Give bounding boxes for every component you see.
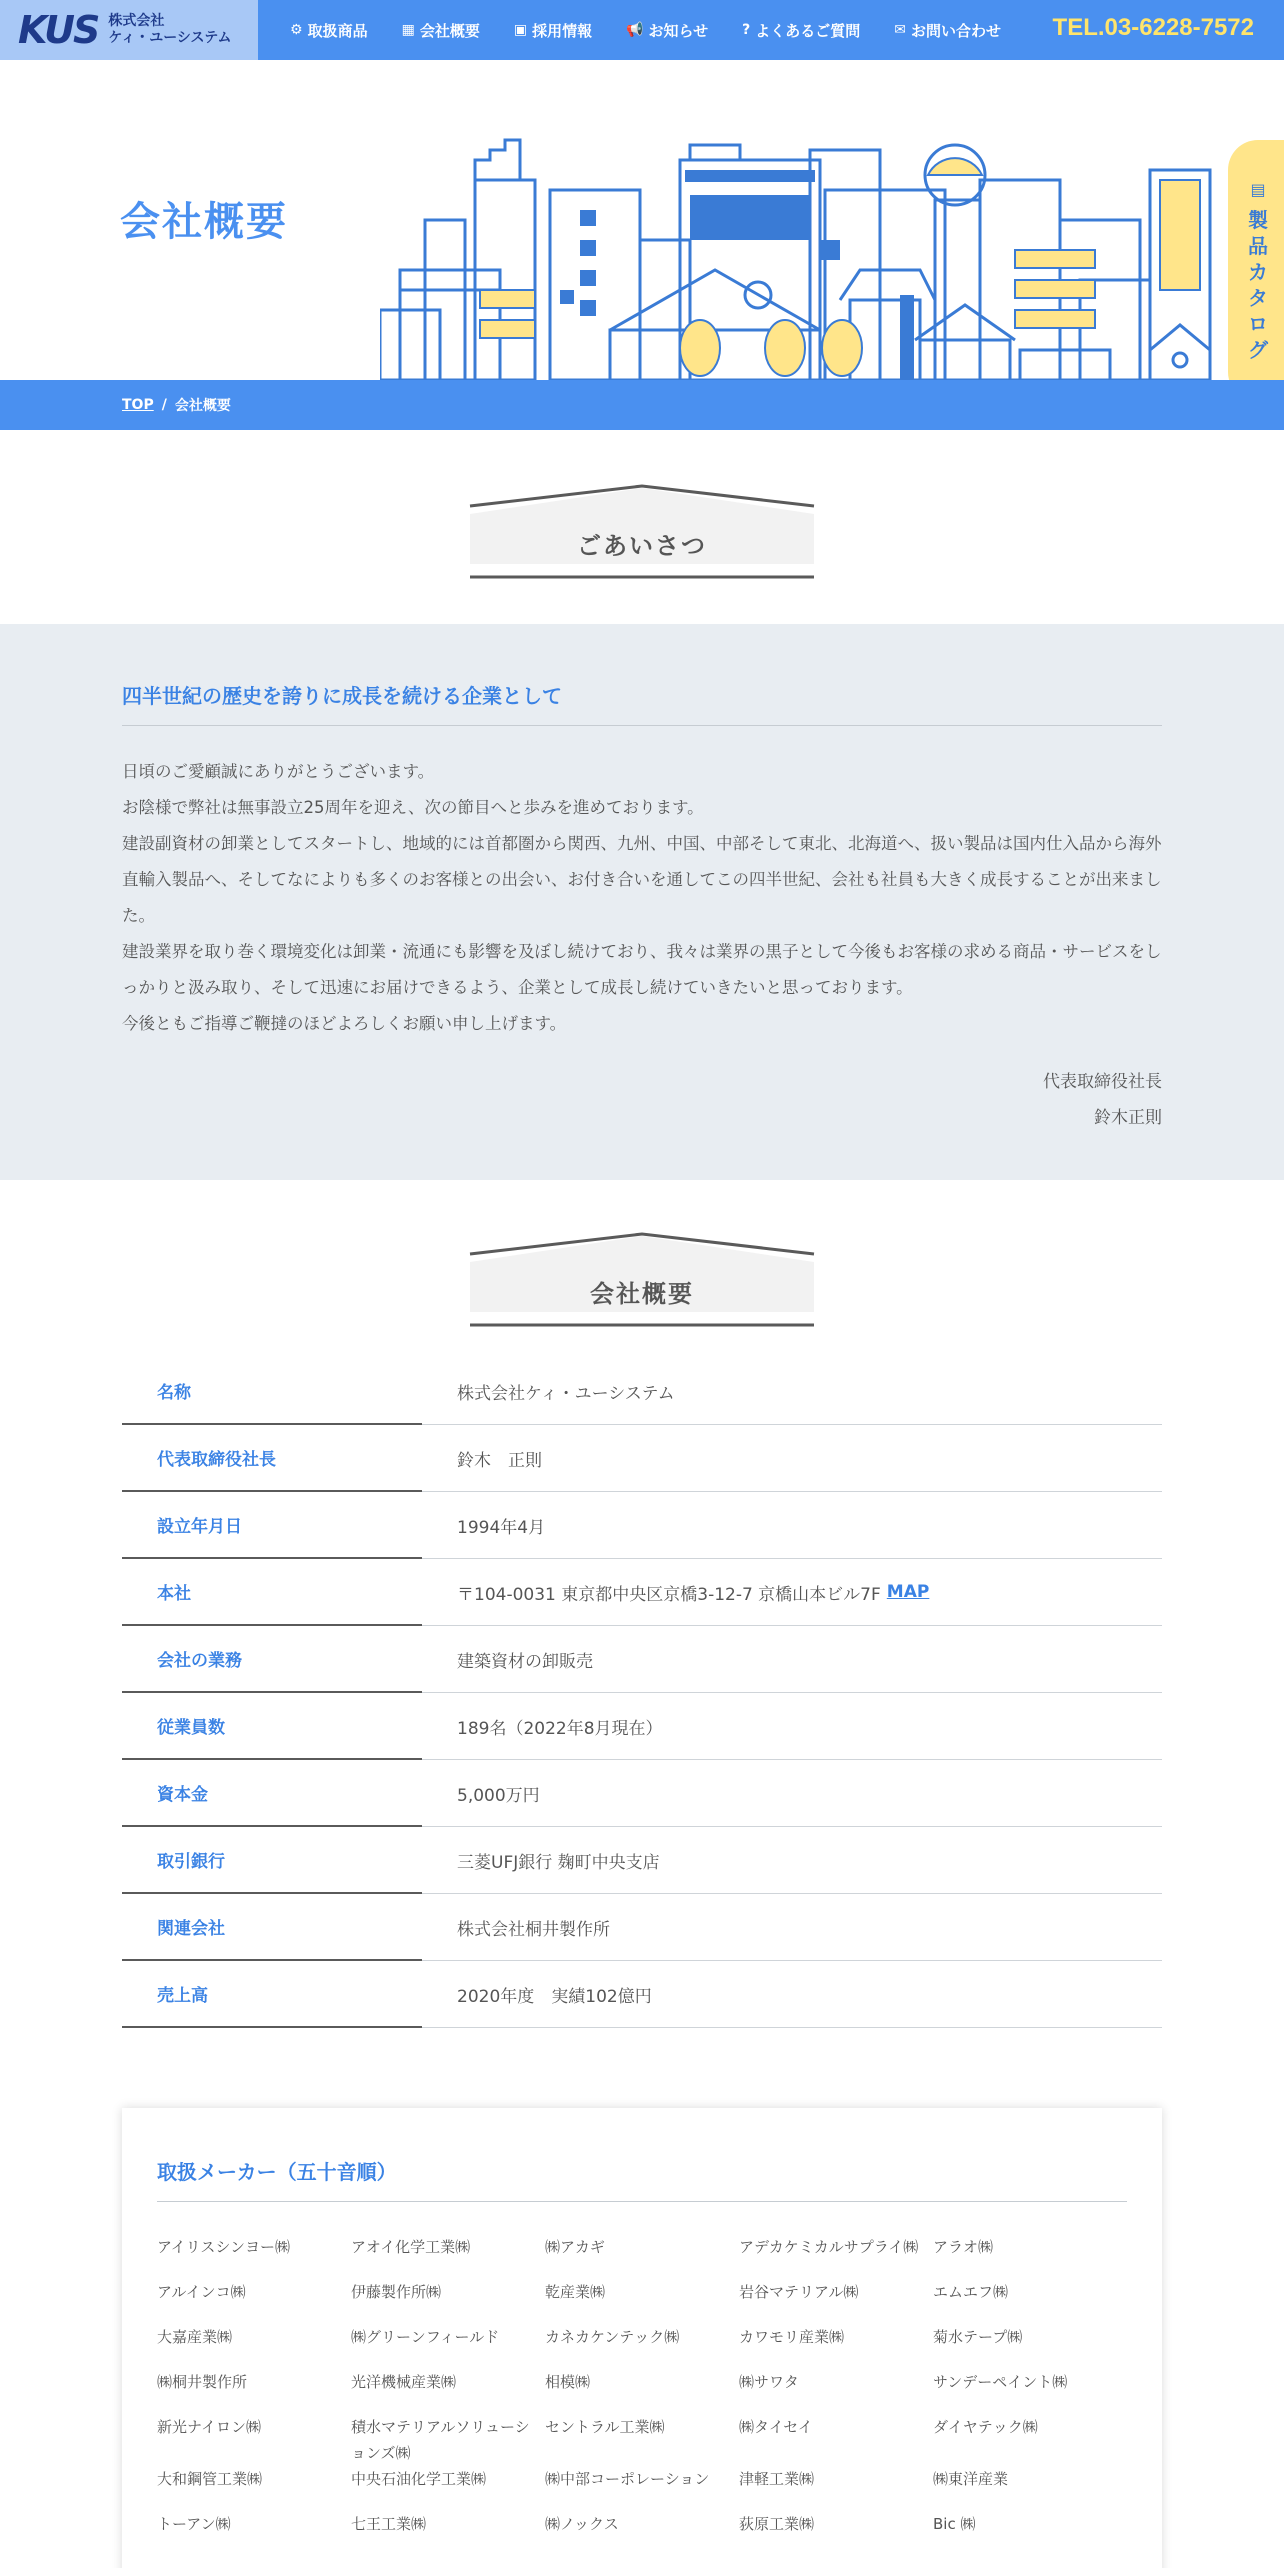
maker-item: 大嘉産業㈱ <box>157 2328 233 2346</box>
maker-item: ダイヤテック㈱ <box>933 2418 1038 2436</box>
map-link[interactable]: MAP <box>886 1582 930 1602</box>
maker-item: 津軽工業㈱ <box>739 2470 815 2488</box>
greeting-body <box>122 754 1162 1042</box>
row-value <box>422 1760 1162 1827</box>
row-value <box>422 1425 1162 1492</box>
breadcrumb <box>0 380 1284 430</box>
row-value-text: 2020年度 実績102億円 <box>457 1986 652 2007</box>
table-row <box>122 1961 1162 2028</box>
table-row <box>122 1425 1162 1492</box>
logo-company-name <box>108 13 231 47</box>
maker-item: カワモリ産業㈱ <box>739 2328 845 2346</box>
global-nav <box>290 0 1035 60</box>
nav-item-2[interactable] <box>514 20 592 41</box>
phone-number[interactable]: TEL.03-6228-7572 <box>1052 14 1254 41</box>
nav-item-3[interactable] <box>626 20 708 41</box>
maker-item: エムエフ㈱ <box>933 2283 1009 2301</box>
maker-item: サンデーペイント㈱ <box>933 2373 1068 2391</box>
nav-item-label: 会社概要 <box>419 21 480 40</box>
id-card-icon: ▣ <box>513 22 528 38</box>
maker-item: 岩谷マテリアル㈱ <box>739 2283 859 2301</box>
row-value <box>422 1626 1162 1693</box>
maker-item: アデカケミカルサプライ㈱ <box>739 2238 919 2256</box>
maker-item: 荻原工業㈱ <box>739 2515 815 2533</box>
maker-item: ㈱グリーンフィールド <box>351 2328 500 2346</box>
row-value-text: 三菱UFJ銀行 麹町中央支店 <box>457 1852 660 1873</box>
maker-item: 新光ナイロン㈱ <box>157 2418 261 2436</box>
table-row <box>122 1559 1162 1626</box>
maker-item: ㈱サワタ <box>739 2373 799 2391</box>
nav-item-label: 採用情報 <box>532 21 593 40</box>
table-row <box>122 1760 1162 1827</box>
table-row <box>122 1693 1162 1760</box>
maker-item: アイリスシンヨー㈱ <box>157 2238 290 2256</box>
greeting-paragraph: 日頃のご愛顧誠にありがとうございます。 <box>122 762 435 781</box>
maker-item: トーアン㈱ <box>157 2515 231 2533</box>
maker-item: 乾産業㈱ <box>545 2283 606 2301</box>
maker-item: ㈱ノックス <box>545 2515 619 2533</box>
breadcrumb-home-link[interactable]: TOP <box>122 397 154 413</box>
nav-item-5[interactable] <box>894 20 1001 41</box>
nav-item-1[interactable] <box>402 20 480 41</box>
logo-mark: KUS <box>18 8 99 52</box>
row-value-text: 5,000万円 <box>457 1785 540 1806</box>
maker-item: Bic ㈱ <box>933 2515 976 2533</box>
greeting-section <box>0 624 1284 1180</box>
greeting-paragraph: お陰様で弊社は無事設立25周年を迎え、次の節目へと歩みを進めております。 <box>122 798 704 817</box>
product-catalog-label: 製品カタログ <box>1248 208 1268 362</box>
maker-item: アオイ化学工業㈱ <box>351 2238 471 2256</box>
maker-item: ㈱中部コーポレーション <box>545 2470 710 2488</box>
nav-item-label: よくあるご質問 <box>755 21 861 40</box>
row-label: 本社 <box>122 1559 422 1626</box>
table-row <box>122 1894 1162 1961</box>
signature-title: 代表取締役社長 <box>1043 1072 1162 1092</box>
table-row <box>122 1492 1162 1559</box>
site-logo[interactable] <box>0 0 258 60</box>
breadcrumb-separator: / <box>161 397 167 413</box>
row-value <box>422 1559 1162 1626</box>
maker-item: 菊水テープ㈱ <box>933 2328 1023 2346</box>
breadcrumb-current: 会社概要 <box>174 398 231 414</box>
nav-item-label: お知らせ <box>648 21 709 40</box>
makers-panel <box>122 2108 1162 2568</box>
row-value-text: 鈴木 正則 <box>457 1450 542 1471</box>
row-value-text: 建築資材の卸販売 <box>457 1651 593 1672</box>
cityscape-illustration <box>380 120 1220 380</box>
row-label: 従業員数 <box>122 1693 422 1760</box>
logo-line-2: ケィ・ユーシステム <box>108 30 232 46</box>
maker-item: 光洋機械産業㈱ <box>351 2373 457 2391</box>
maker-item: ㈱東洋産業 <box>933 2470 1009 2488</box>
row-label: 取引銀行 <box>122 1827 422 1894</box>
gear-icon: ⚙ <box>290 22 303 38</box>
greeting-paragraph: 今後ともご指導ご鞭撻のほどよろしくお願い申し上げます。 <box>122 1014 567 1033</box>
company-info-table <box>122 1358 1162 2028</box>
row-label: 資本金 <box>122 1760 422 1827</box>
site-header <box>0 0 1284 60</box>
maker-item: ㈱アカギ <box>545 2238 605 2256</box>
row-label: 設立年月日 <box>122 1492 422 1559</box>
row-value-text: 1994年4月 <box>457 1517 546 1538</box>
page-hero <box>0 60 1284 380</box>
nav-item-4[interactable] <box>742 20 860 41</box>
row-value <box>422 1961 1162 2028</box>
maker-item: カネカケンテック㈱ <box>545 2328 680 2346</box>
greeting-subtitle: 四半世紀の歴史を誇りに成長を続ける企業として <box>122 680 1162 726</box>
maker-item: 中央石油化学工業㈱ <box>351 2470 487 2488</box>
row-label: 会社の業務 <box>122 1626 422 1693</box>
makers-grid <box>157 2234 1127 2556</box>
maker-item: セントラル工業㈱ <box>545 2418 665 2436</box>
row-value <box>422 1894 1162 1961</box>
maker-item: アルインコ㈱ <box>157 2283 246 2301</box>
maker-item: 七王工業㈱ <box>351 2515 427 2533</box>
nav-item-label: お問い合わせ <box>910 21 1001 40</box>
mail-icon: ✉ <box>894 22 906 38</box>
product-catalog-tab[interactable] <box>1228 140 1284 380</box>
row-label: 代表取締役社長 <box>122 1425 422 1492</box>
document-icon: ▤ <box>1250 180 1266 199</box>
greeting-paragraph: 建設副資材の卸業としてスタートし、地域的には首都圏から関西、九州、中国、中部そして東北、北海道へ、扱い製品は国内仕入品から海外直輸入製品へ、そしてなによりも多くのお客様との出会い、お付き合いを通してこの四半世紀、会社も社員も大きく成長することが出来ました。 <box>122 834 1162 925</box>
maker-item: 伊藤製作所㈱ <box>351 2283 442 2301</box>
question-icon: ? <box>742 22 751 38</box>
megaphone-icon: 📢 <box>626 22 644 38</box>
row-value <box>422 1358 1162 1425</box>
building-icon: ▦ <box>401 22 415 38</box>
row-value-text: 〒104-0031 東京都中央区京橋3-12-7 京橋山本ビル7F <box>457 1584 881 1605</box>
maker-item: アラオ㈱ <box>933 2238 994 2256</box>
makers-title: 取扱メーカー（五十音順） <box>157 2156 1127 2202</box>
table-row <box>122 1827 1162 1894</box>
maker-item: 相模㈱ <box>545 2373 591 2391</box>
maker-item: 大和鋼管工業㈱ <box>157 2470 263 2488</box>
signature-name: 鈴木正則 <box>1094 1108 1162 1128</box>
nav-item-0[interactable] <box>290 20 368 41</box>
row-value <box>422 1827 1162 1894</box>
table-row <box>122 1626 1162 1693</box>
row-value-text: 株式会社ケィ・ユーシステム <box>457 1383 675 1404</box>
maker-item: ㈱タイセイ <box>739 2418 813 2436</box>
greeting-heading: ごあいさつ <box>577 532 707 560</box>
row-value-text: 株式会社桐井製作所 <box>457 1919 610 1940</box>
page-title: 会社概要 <box>120 199 288 245</box>
greeting-paragraph: 建設業界を取り巻く環境変化は卸業・流通にも影響を及ぼし続けており、我々は業界の黒子として今後もお客様の求める商品・サービスをしっかりと汲み取り、そして迅速にお届けできるよう、企業として成長し続けていきたいと思っております。 <box>122 942 1162 997</box>
row-value <box>422 1693 1162 1760</box>
row-label: 売上高 <box>122 1961 422 2028</box>
greeting-section-heading <box>468 484 816 580</box>
maker-item: ㈱桐井製作所 <box>157 2373 248 2391</box>
maker-item: 積水マテリアルソリューションズ㈱ <box>351 2418 530 2462</box>
nav-item-label: 取扱商品 <box>307 21 368 40</box>
row-value-text: 189名（2022年8月現在） <box>457 1718 663 1739</box>
table-row <box>122 1358 1162 1425</box>
logo-line-1: 株式会社 <box>108 13 165 29</box>
row-label: 関連会社 <box>122 1894 422 1961</box>
row-value <box>422 1492 1162 1559</box>
row-label: 名称 <box>122 1358 422 1425</box>
company-heading: 会社概要 <box>590 1280 694 1308</box>
company-section-heading <box>468 1232 816 1328</box>
greeting-signature <box>1043 1064 1162 1136</box>
